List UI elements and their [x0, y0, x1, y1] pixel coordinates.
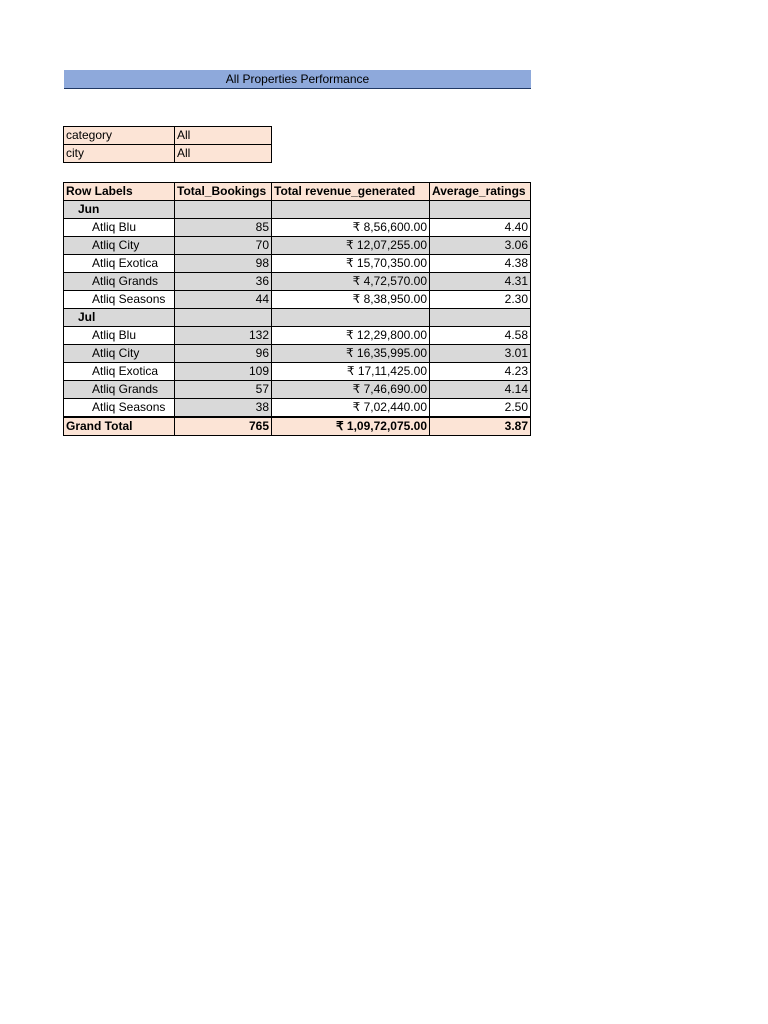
rating-cell: 3.06: [430, 237, 531, 255]
filter-table: [63, 126, 272, 163]
revenue-cell: ₹ 7,46,690.00: [272, 381, 430, 399]
property-name: Atliq Exotica: [64, 255, 175, 273]
table-row: [64, 399, 531, 418]
rating-cell: 4.14: [430, 381, 531, 399]
property-name: Atliq Grands: [64, 273, 175, 291]
revenue-cell: ₹ 17,11,425.00: [272, 363, 430, 381]
group-label[interactable]: Jun: [64, 201, 175, 219]
bookings-cell: 85: [175, 219, 272, 237]
table-row: [64, 363, 531, 381]
grand-total-label: Grand Total: [64, 417, 175, 436]
property-name: Atliq Blu: [64, 327, 175, 345]
property-name: Atliq Seasons: [64, 291, 175, 309]
table-row: [64, 291, 531, 309]
revenue-cell: ₹ 15,70,350.00: [272, 255, 430, 273]
table-row: [64, 345, 531, 363]
table-row: [64, 381, 531, 399]
bookings-cell: 96: [175, 345, 272, 363]
rating-cell: 4.31: [430, 273, 531, 291]
group-row-jun: [64, 201, 531, 219]
filter-value[interactable]: All: [175, 127, 272, 145]
rating-cell: 4.40: [430, 219, 531, 237]
grand-total-row: [64, 417, 531, 436]
filter-row-category: [64, 127, 272, 145]
property-name: Atliq Seasons: [64, 399, 175, 418]
group-label[interactable]: Jul: [64, 309, 175, 327]
rating-cell: 4.23: [430, 363, 531, 381]
filter-label: category: [64, 127, 175, 145]
property-name: Atliq City: [64, 345, 175, 363]
pivot-header-row: [64, 183, 531, 201]
grand-total-bookings: 765: [175, 417, 272, 436]
revenue-cell: ₹ 12,07,255.00: [272, 237, 430, 255]
column-header: Total revenue_generated: [272, 183, 430, 201]
bookings-cell: 36: [175, 273, 272, 291]
revenue-cell: ₹ 16,35,995.00: [272, 345, 430, 363]
revenue-cell: ₹ 8,56,600.00: [272, 219, 430, 237]
rating-cell: 2.50: [430, 399, 531, 418]
table-row: [64, 219, 531, 237]
revenue-cell: ₹ 8,38,950.00: [272, 291, 430, 309]
bookings-cell: 38: [175, 399, 272, 418]
property-name: Atliq Grands: [64, 381, 175, 399]
rating-cell: 4.58: [430, 327, 531, 345]
filter-label: city: [64, 145, 175, 163]
group-row-jul: [64, 309, 531, 327]
table-row: [64, 273, 531, 291]
rating-cell: 3.01: [430, 345, 531, 363]
revenue-cell: ₹ 7,02,440.00: [272, 399, 430, 418]
property-name: Atliq City: [64, 237, 175, 255]
filter-row-city: [64, 145, 272, 163]
revenue-cell: ₹ 12,29,800.00: [272, 327, 430, 345]
table-row: [64, 237, 531, 255]
bookings-cell: 70: [175, 237, 272, 255]
grand-total-rating: 3.87: [430, 417, 531, 436]
revenue-cell: ₹ 4,72,570.00: [272, 273, 430, 291]
bookings-cell: 57: [175, 381, 272, 399]
column-header: Total_Bookings: [175, 183, 272, 201]
bookings-cell: 98: [175, 255, 272, 273]
property-name: Atliq Exotica: [64, 363, 175, 381]
column-header[interactable]: Row Labels: [64, 183, 175, 201]
bookings-cell: 109: [175, 363, 272, 381]
bookings-cell: 44: [175, 291, 272, 309]
report-title: All Properties Performance: [64, 70, 531, 89]
filter-value[interactable]: All: [175, 145, 272, 163]
column-header: Average_ratings: [430, 183, 531, 201]
grand-total-revenue: ₹ 1,09,72,075.00: [272, 417, 430, 436]
table-row: [64, 327, 531, 345]
property-name: Atliq Blu: [64, 219, 175, 237]
rating-cell: 2.30: [430, 291, 531, 309]
pivot-table: [63, 182, 531, 436]
table-row: [64, 255, 531, 273]
rating-cell: 4.38: [430, 255, 531, 273]
bookings-cell: 132: [175, 327, 272, 345]
